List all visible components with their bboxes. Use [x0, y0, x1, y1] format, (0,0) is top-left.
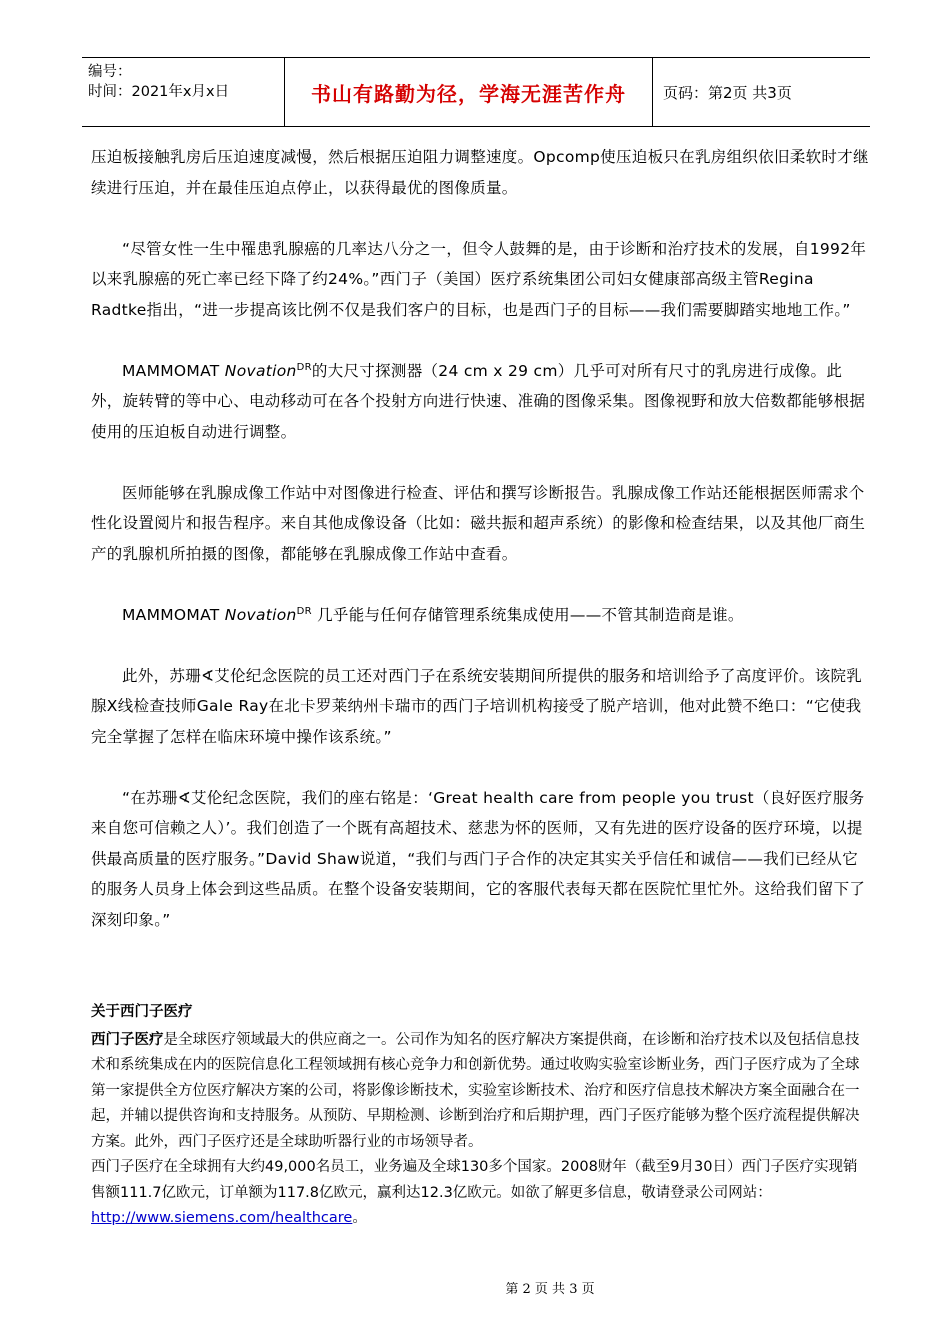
about-section: [91, 1000, 871, 1232]
about-paragraph-2: [91, 1155, 871, 1232]
product-name: MAMMOMAT: [122, 605, 225, 624]
header-page-info: 页码：第2页 共3页: [663, 83, 792, 102]
about-paragraph-1: [91, 1028, 871, 1156]
product-name-italic: Novation: [224, 605, 297, 624]
company-name: 西门子医疗: [91, 1031, 164, 1048]
header-motto: 书山有路勤为径，学海无涯苦作舟: [285, 58, 653, 126]
about-text-2: 西门子医疗在全球拥有大约49,000名员工，业务遍及全球130多个国家。2008财年（截至9月30日）西门子医疗实现销售额111.7亿欧元，订单额为117.8亿欧元，赢利达12.3亿欧元。如欲了解更多信息，敬请登录公司网站：: [91, 1159, 858, 1201]
paragraph-workstation: 医师能够在乳腺成像工作站中对图像进行检查、评估和撰写诊断报告。乳腺成像工作站还能根据医师需求个性化设置阅片和报告程序。来自其他成像设备（比如：磁共振和超声系统）的影像和检查结果，以及其他厂商生产的乳腺机所拍摄的图像，都能够在乳腺成像工作站中查看。: [91, 483, 866, 563]
paragraph-integration: [91, 600, 871, 631]
about-text-1: 是全球医疗领域最大的供应商之一。公司作为知名的医疗解决方案提供商，在诊断和治疗技术以及包括信息技术和系统集成在内的医院信息化工程领域拥有核心竞争力和创新优势。通过收购实验室诊断业务，西门子医疗成为了全球第一家提供全方位医疗解决方案的公司，将影像诊断技术，实验室诊断技术、治疗和医疗信息技术解决方案全面融合在一起，并辅以提供咨询和支持服务。从预防、早期检测、诊断到治疗和后期护理，西门子医疗能够为整个医疗流程提供解决方案。此外，西门子医疗还是全球助听器行业的市场领导者。: [91, 1031, 860, 1150]
paragraph-training: 此外，苏珊∢艾伦纪念医院的员工还对西门子在系统安装期间所提供的服务和培训给予了高度评价。该院乳腺X线检查技师Gale Ray在北卡罗莱纳州卡瑞市的西门子培训机构接受了脱产培训，他对此赞不绝口：“它使我完全掌握了怎样在临床环境中操作该系统。”: [91, 666, 863, 746]
about-end: 。: [352, 1210, 367, 1226]
page-header: [82, 57, 870, 127]
paragraph-quote-radtke: “尽管女性一生中罹患乳腺癌的几率达八分之一，但令人鼓舞的是，由于诊断和治疗技术的发展，自1992年以来乳腺癌的死亡率已经下降了约24%。”西门子（美国）医疗系统集团公司妇女健康部高级主管Regina Radtke指出，“进一步提高该比例不仅是我们客户的目标，也是西门子的目标——我们需要脚踏实地地工作。”: [91, 239, 867, 319]
paragraph-detector: [91, 356, 871, 448]
product-superscript: DR: [296, 361, 312, 373]
header-info-cell: [82, 58, 285, 126]
product-name: MAMMOMAT: [122, 361, 225, 380]
company-website-link[interactable]: http://www.siemens.com/healthcare: [91, 1210, 353, 1226]
paragraph-detector-text: 的大尺寸探测器（24 cm x 29 cm）几乎可对所有尺寸的乳房进行成像。此外，旋转臂的等中心、电动移动可在各个投射方向进行快速、准确的图像采集。图像视野和放大倍数都能够根据使用的压迫板自动进行调整。: [91, 361, 866, 441]
paragraph-opcomp: 压迫板接触乳房后压迫速度减慢，然后根据压迫阻力调整速度。Opcomp使压迫板只在乳房组织依旧柔软时才继续进行压迫，并在最佳压迫点停止，以获得最优的图像质量。: [91, 148, 869, 197]
paragraph-quote-shaw: “在苏珊∢艾伦纪念医院，我们的座右铭是：‘Great health care from people you trust（良好医疗服务来自您可信赖之人）’。我们创造了一个既有高超技术、慈悲为怀的医师，又有先进的医疗设备的医疗环境，以提供最高质量的医疗服务。”David Shaw说道，“我们与西门子合作的决定其实关乎信任和诚信——我们已经从它的服务人员身上体会到这些品质。在整个设备安装期间，它的客服代表每天都在医院忙里忙外。这给我们留下了深刻印象。”: [91, 788, 866, 929]
article-body: [91, 142, 871, 966]
number-label: 编号：: [88, 64, 132, 80]
product-superscript: DR: [296, 605, 312, 617]
time-label: 时间：2021年x月x日: [88, 84, 230, 100]
product-name-italic: Novation: [224, 361, 297, 380]
page-footer: 第 2 页 共 3 页: [505, 1282, 595, 1297]
paragraph-integration-text: 几乎能与任何存储管理系统集成使用——不管其制造商是谁。: [311, 605, 744, 624]
about-title: 关于西门子医疗: [91, 1004, 193, 1020]
